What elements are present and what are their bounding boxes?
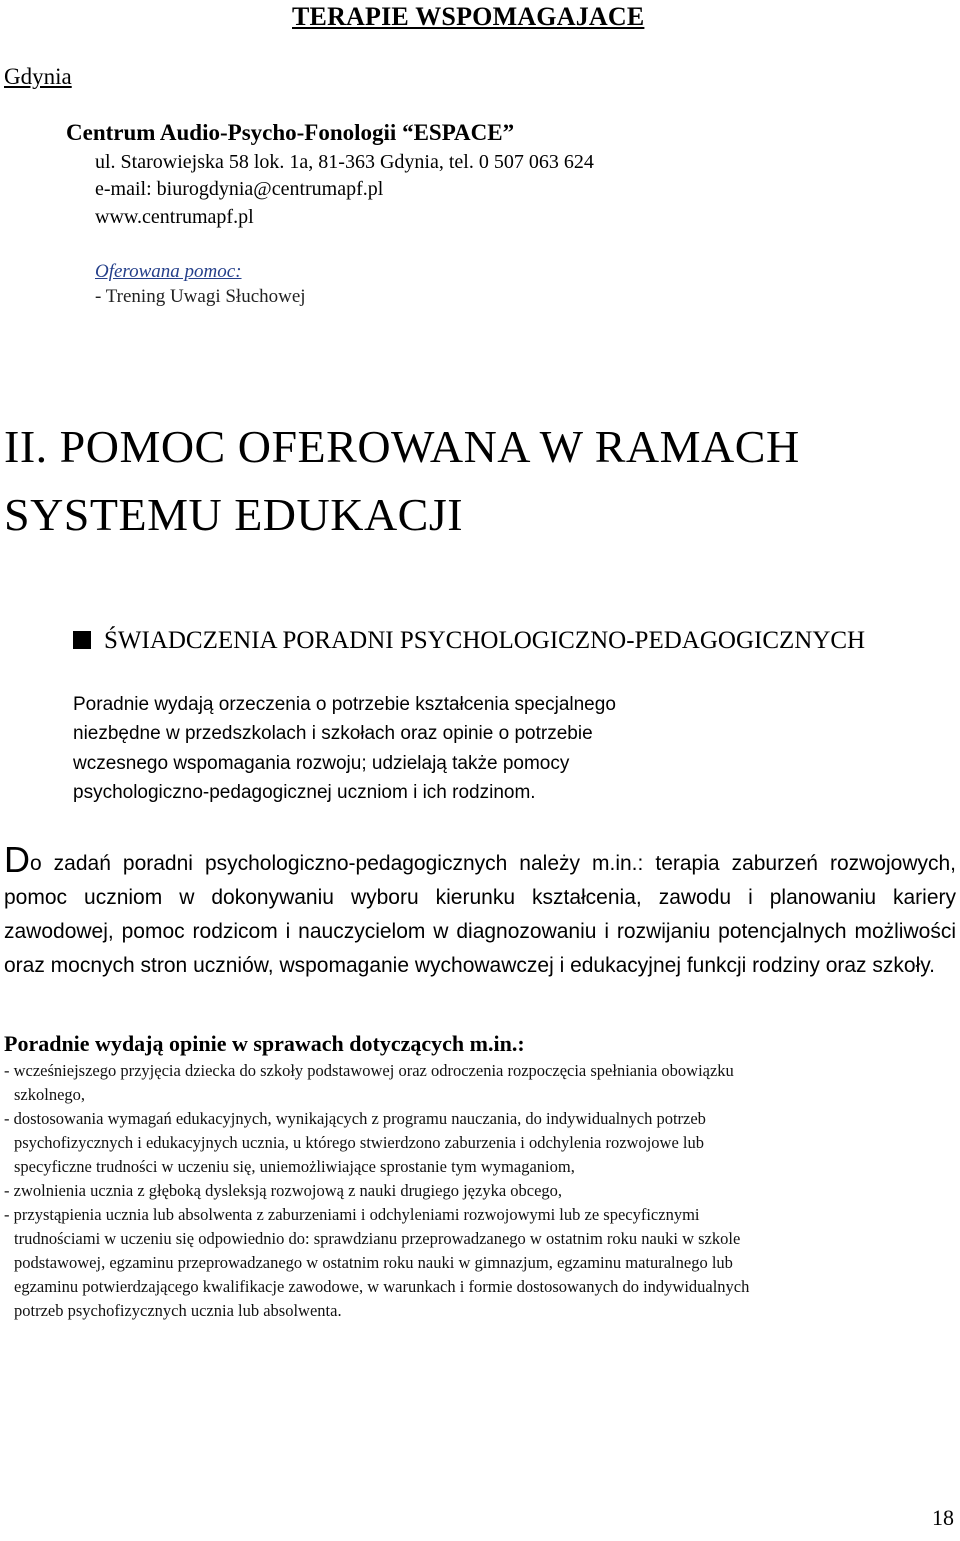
intro-line-4: psychologiczno-pedagogicznej uczniom i ich rodzinom. xyxy=(73,782,536,803)
section-title-line-1: II. POMOC OFEROWANA W RAMACH xyxy=(4,421,800,472)
opinions-list-item: - zwolnienia ucznia z głęboką dysleksją rozwojową z nauki drugiego języka obcego, xyxy=(4,1181,563,1200)
intro-line-3: wczesnego wspomagania rozwoju; udzielają także pomocy xyxy=(73,753,570,774)
organization-address: ul. Starowiejska 58 lok. 1a, 81-363 Gdynia, tel. 0 507 063 624 xyxy=(95,151,594,173)
opinions-list-item-continuation: psychofizycznych i edukacyjnych ucznia, u którego stwierdzono zaburzenia i odchylenia rozwojowe lub xyxy=(14,1133,704,1152)
intro-line-2: niezbędne w przedszkolach i szkołach oraz opinie o potrzebie xyxy=(73,723,593,744)
opinions-title: Poradnie wydają opinie w sprawach dotyczących m.in.: xyxy=(4,1031,525,1056)
opinions-list-item-continuation: potrzeb psychofizycznych ucznia lub absolwenta. xyxy=(14,1301,342,1320)
opinions-list-item-continuation: szkolnego, xyxy=(14,1085,86,1104)
opinions-list-item-continuation: podstawowej, egzaminu przeprowadzanego w ostatnim roku nauki w gimnazjum, egzaminu maturalnego lub xyxy=(14,1253,733,1272)
section-subheading: ŚWIADCZENIA PORADNI PSYCHOLOGICZNO-PEDAGOGICZNYCH xyxy=(104,627,866,654)
page-number: 18 xyxy=(932,1505,954,1530)
tasks-dropcap: D xyxy=(4,839,30,880)
opinions-list-item-continuation: trudnościami w uczeniu się odpowiednio do: sprawdzianu przeprowadzanego w ostatnim roku nauki w szkole xyxy=(14,1229,741,1248)
opinions-list-item: - przystąpienia ucznia lub absolwenta z zaburzeniami i odchyleniami rozwojowymi lub ze specyficznymi xyxy=(4,1205,700,1224)
opinions-list xyxy=(4,1059,954,1323)
offered-help-label: Oferowana pomoc: xyxy=(95,261,242,282)
offered-help-item: - Trening Uwagi Słuchowej xyxy=(95,286,306,307)
intro-line-1: Poradnie wydają orzeczenia o potrzebie kształcenia specjalnego xyxy=(73,694,616,715)
opinions-list-item: - dostosowania wymagań edukacyjnych, wynikających z programu nauczania, do indywidualnych potrzeb xyxy=(4,1109,706,1128)
city-heading: Gdynia xyxy=(4,64,72,89)
opinions-list-item-continuation: egzaminu potwierdzającego kwalifikacje zawodowe, w warunkach i formie dostosowanych do indywidualnych xyxy=(14,1277,750,1296)
organization-name: Centrum Audio-Psycho-Fonologii “ESPACE” xyxy=(66,120,515,145)
page-header-title: TERAPIE WSPOMAGAJACE xyxy=(292,2,645,31)
section-title-line-2: SYSTEMU EDUKACJI xyxy=(4,489,464,540)
tasks-paragraph xyxy=(4,839,956,983)
organization-email: e-mail: biurogdynia@centrumapf.pl xyxy=(95,178,384,200)
organization-website: www.centrumapf.pl xyxy=(95,206,254,228)
opinions-list-item: - wcześniejszego przyjęcia dziecka do szkoły podstawowej oraz odroczenia rozpoczęcia spełniania obowiązku xyxy=(4,1061,734,1080)
opinions-list-item-continuation: specyficzne trudności w uczeniu się, uniemożliwiające sprostanie tym wymaganiom, xyxy=(14,1157,575,1176)
square-bullet-icon xyxy=(73,631,91,649)
tasks-text: o zadań poradni psychologiczno-pedagogicznych należy m.in.: terapia zaburzeń rozwojowych, pomoc uczniom w dokonywaniu wyboru kierunku kształcenia, zawodu i planowaniu kariery zawodowej, pomoc rodzicom i nauczycielom w diagnozowaniu i rozwijaniu potencjalnych możliwości oraz mocnych stron uczniów, wspomaganie wychowawczej i edukacyjnej funkcji rodziny oraz szkoły. xyxy=(4,852,956,977)
